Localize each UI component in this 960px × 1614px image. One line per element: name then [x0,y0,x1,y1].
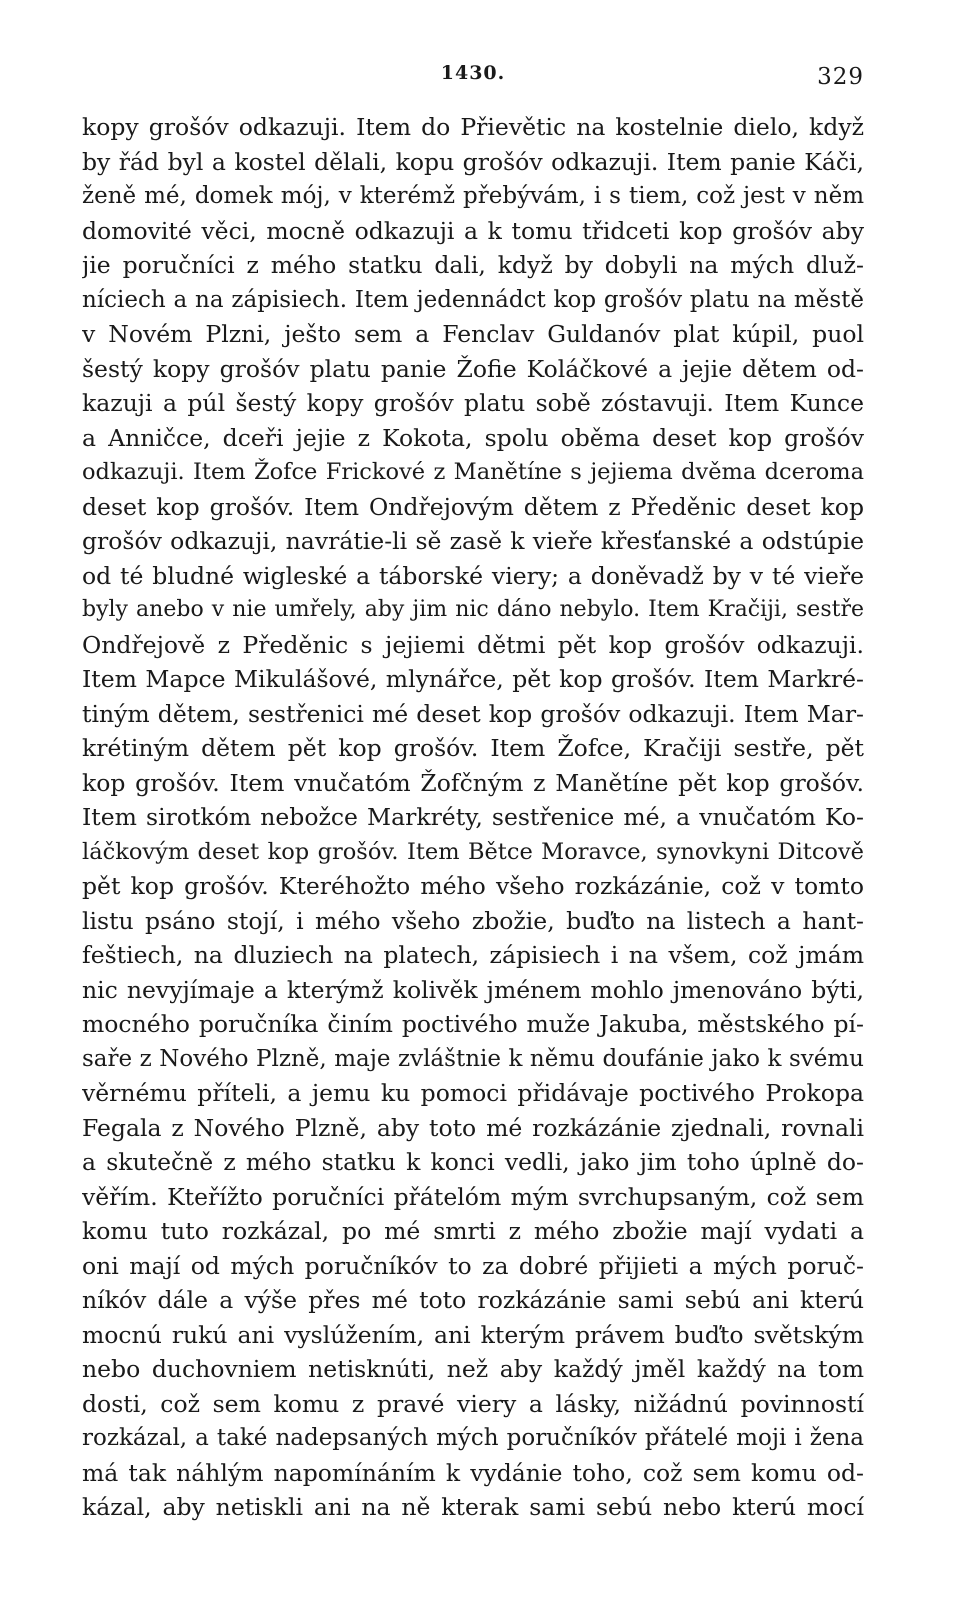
text-line: kázal, aby netiskli ani na ně kterak sami sebú nebo kterú mocí [82,1493,864,1521]
text-line: pět kop grošóv. Kteréhožto mého všeho rozkázánie, což v tomto [82,872,864,900]
text-line: nebo duchovniem netisknúti, než aby každý jměl každý na tom [82,1355,864,1383]
text-line: nic nevyjímaje a kterýmž kolivěk jménem mohlo jmenováno býti, [82,975,864,1004]
page-number: 329 [817,64,864,90]
text-line: listu psáno stojí, i mého všeho zbožie, buďto na listech a hant- [82,906,864,935]
text-line: by řád byl a kostel dělali, kopu grošóv odkazuji. Item panie Káči, [82,147,864,176]
text-line: jie poručníci z mého statku dali, když by dobyli na mých dluž- [82,251,864,279]
text-line: saře z Nového Plzně, maje zvláštnie k němu doufánie jako k svému [82,1045,864,1072]
page-header [82,62,864,92]
text-line: níkóv dále a výše přes mé toto rozkázánie sami sebú ani kterú [82,1286,864,1314]
text-line: má tak náhlým napomínáním k vydánie toho, což sem komu od- [82,1458,864,1487]
text-line: tiným dětem, sestřenici mé deset kop grošóv odkazuji. Item Mar- [82,699,864,728]
text-line: krétiným dětem pět kop grošóv. Item Žofce, Kračiji sestře, pět [82,734,864,762]
text-line: od té bludné wigleské a táborské viery; a doněvadž by v té vieře [82,561,864,590]
running-head-year: 1430. [440,62,506,84]
text-line: šestý kopy grošóv platu panie Žofie Koláčkové a jejie dětem od- [82,354,864,383]
text-line: rozkázal, a také nadepsaných mých poručníkóv přátelé moji i žena [82,1425,864,1451]
text-line: Fegala z Nového Plzně, aby toto mé rozkázánie zjednali, rovnali [82,1113,864,1142]
text-line: oni mají od mých poručníkóv to za dobré přijieti a mých poruč- [82,1251,864,1280]
text-line: dosti, což sem komu z pravé viery a lásky, nižádnú povinností [82,1389,864,1418]
text-line: domovité věci, mocně odkazuji a k tomu třidceti kop grošóv aby [82,216,864,245]
text-line: a skutečně z mého statku k konci vedli, jako jim toho úplně do- [82,1148,864,1176]
body-text [82,110,864,1525]
text-line: mocného poručníka činím poctivého muže Jakuba, městského pí- [82,1010,864,1038]
text-line: kopy grošóv odkazuji. Item do Přievětic na kostelnie dielo, když [82,113,864,141]
text-line: kazuji a púl šestý kopy grošóv platu sobě zóstavuji. Item Kunce [82,389,864,417]
text-line: feštiech, na dluziech na platech, zápisiech i na všem, což jmám [82,941,864,969]
text-line: láčkovým deset kop grošóv. Item Bětce Moravce, synovkyni Ditcově [82,838,864,865]
text-line: Item Mapce Mikulášové, mlynářce, pět kop grošóv. Item Markré- [82,665,864,693]
text-line: a Anničce, dceři jejie z Kokota, spolu oběma deset kop grošóv [82,423,864,452]
text-line: odkazuji. Item Žofce Frickové z Manětíne s jejiema dvěma dceroma [82,459,864,485]
text-line: mocnú rukú ani vyslúžením, ani kterým právem buďto světským [82,1320,864,1349]
text-line: níciech a na zápisiech. Item jedennádct kop grošóv platu na městě [82,286,864,313]
text-line: věrnému příteli, a jemu ku pomoci přidávaje poctivého Prokopa [82,1079,864,1107]
text-line: komu tuto rozkázal, po mé smrti z mého zbožie mají vydati a [82,1217,864,1245]
text-line: byly anebo v nie umřely, aby jim nic dáno nebylo. Item Kračiji, sestře [82,597,864,622]
text-line: deset kop grošóv. Item Ondřejovým dětem z Předěnic deset kop [82,492,864,521]
text-line: kop grošóv. Item vnučatóm Žofčným z Manětíne pět kop grošóv. [82,768,864,797]
text-line: grošóv odkazuji, navrátie-li sě zasě k vieře křesťanské a odstúpie [82,527,864,555]
text-line: ženě mé, domek mój, v kterémž přebývám, i s tiem, což jest v něm [82,183,864,209]
text-line: Ondřejově z Předěnic s jejiemi dětmi pět kop grošóv odkazuji. [82,630,864,659]
text-line: v Novém Plzni, ješto sem a Fenclav Guldanóv plat kúpil, puol [82,320,864,348]
text-line: Item sirotkóm nebožce Markréty, sestřenice mé, a vnučatóm Ko- [82,803,864,831]
text-line: věřím. Kteřížto poručníci přátelóm mým svrchupsaným, což sem [82,1182,864,1211]
